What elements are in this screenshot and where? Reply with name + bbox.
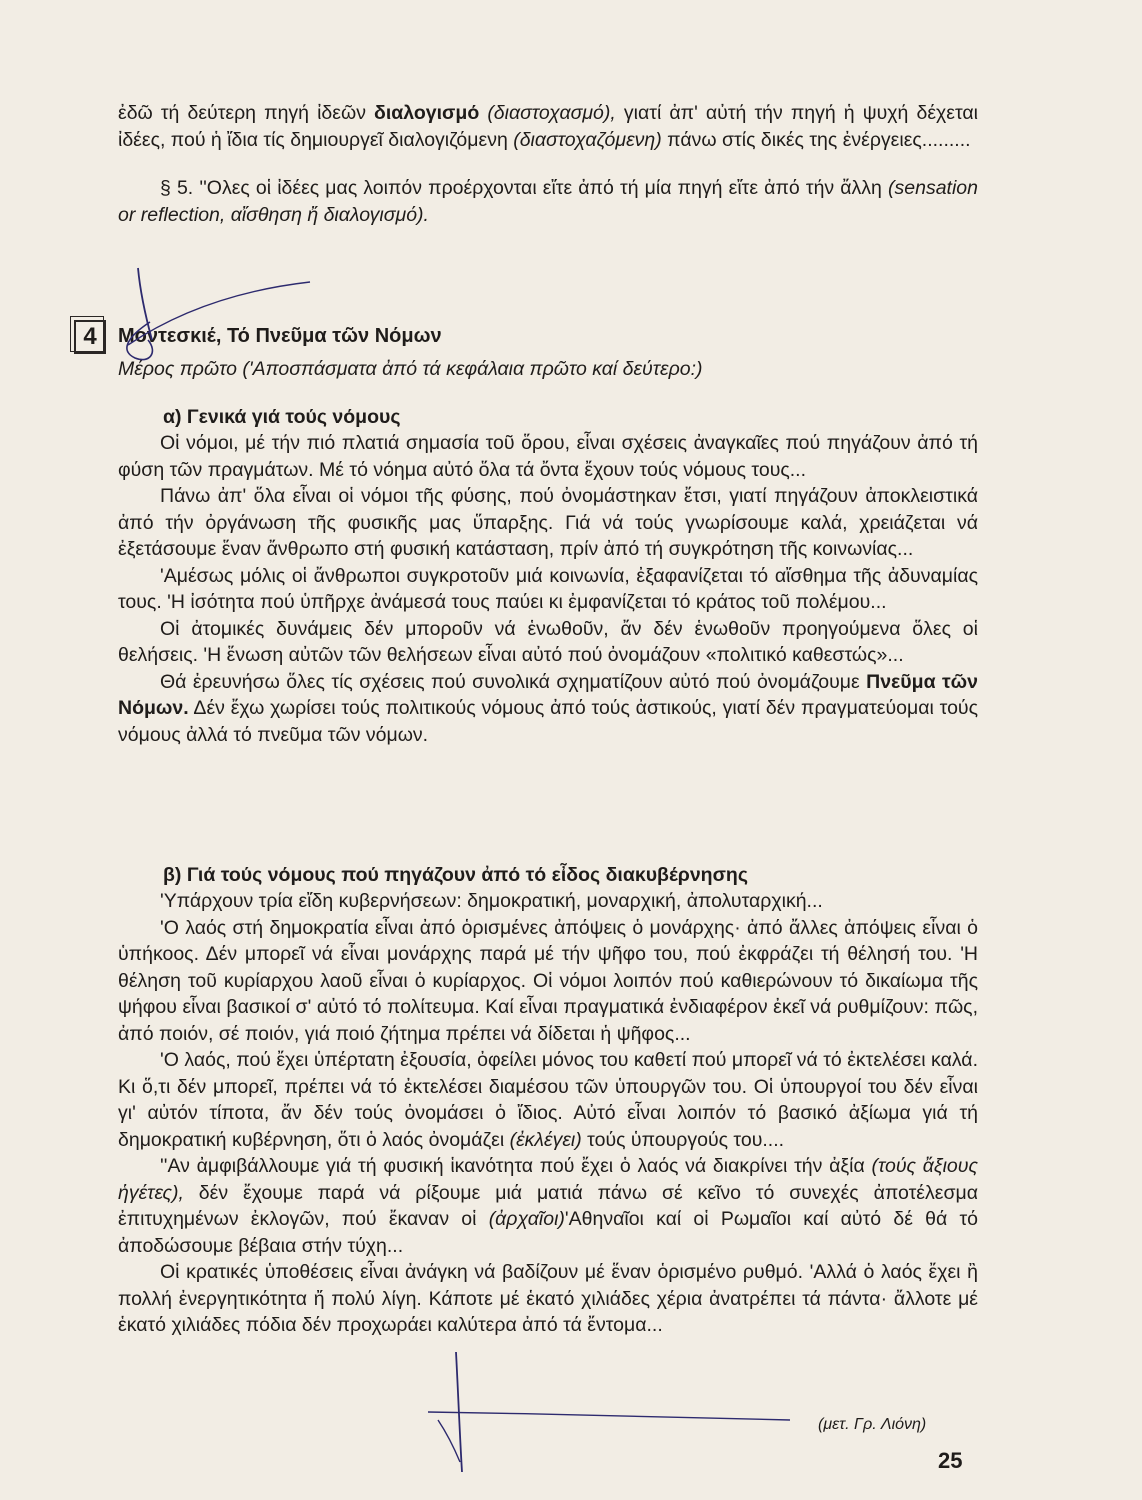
part-a — [118, 404, 978, 748]
paragraph-5: § 5. ''Ολες οἱ ἰδέες μας λοιπόν προέρχονται εἴτε ἀπό τή μία πηγή εἴτε ἀπό τήν ἄλλη (sensation or reflection, αἴσθηση ἤ διαλογισμό). — [118, 177, 978, 226]
part-b — [118, 862, 978, 1339]
pen-stroke-bottom-line — [428, 1412, 790, 1420]
part-b-heading: β) Γιά τούς νόμους πού πηγάζουν ἀπό τό εἶδος διακυβέρνησης — [163, 864, 748, 886]
part-b-paragraph-1: 'Υπάρχουν τρία εἴδη κυβερνήσεων: δημοκρατική, μοναρχική, ἀπολυταρχική... — [160, 890, 823, 912]
section-header — [118, 322, 978, 384]
top-text — [118, 100, 978, 228]
part-b-paragraph-2: 'Ο λαός στή δημοκρατία εἶναι ἀπό ὁρισμένες ἀπόψεις ὁ μονάρχης· ἀπό ἄλλες ἀπόψεις εἶναι ὁ ὑπήκοος. Δέν μπορεῖ νά εἶναι μονάρχης παρά μέ τήν ψῆφο του, πού ἐκφράζει τή θέλησή του. 'Η θέληση τοῦ κυρίαρχου λαοῦ εἶναι ὁ κυρίαρχος. Οἱ νόμοι λοιπόν πού καθιερώνουν τό δικαίωμα τῆς ψήφου εἶναι βασικοί σ' αὐτό τό πολίτευμα. Καί εἶναι πραγματικά ἐνδιαφέρον ἐκεῖ νά ρυθμίζουν: πῶς, ἀπό ποιόν, σέ ποιόν, γιά ποιό ζήτημα πρέπει νά δίδεται ἡ ψῆφος... — [118, 916, 978, 1045]
intro-paragraph: ἐδῶ τή δεύτερη πηγή ἰδεῶν διαλογισμό (διαστοχασμό), γιατί ἀπ' αὐτή τήν πηγή ἡ ψυχή δέχεται ἰδέες, πού ἡ ἴδια τίς δημιουργεῖ διαλογιζόμενη (διαστοχαζόμενη) πάνω στίς δικές της ἐνέργειες......... — [118, 102, 978, 151]
pen-stroke-bottom-vertical — [456, 1352, 462, 1472]
part-a-paragraph-4: Οἱ ἀτομικές δυνάμεις δέν μποροῦν νά ἑνωθοῦν, ἄν δέν ἑνωθοῦν προηγούμενα ὅλες οἱ θελήσεις. 'Η ἕνωση αὐτῶν τῶν θελήσεων εἶναι αὐτό πού ὀνομάζουν «πολιτικό καθεστώς»... — [118, 617, 978, 666]
part-a-paragraph-3: 'Αμέσως μόλις οἱ ἄνθρωποι συγκροτοῦν μιά κοινωνία, ἐξαφανίζεται τό αἴσθημα τῆς ἀδυναμίας τους. 'Η ἰσότητα πού ὑπῆρχε ἀνάμεσά τους παύει κι ἐμφανίζεται τό κράτος τοῦ πολέμου... — [118, 564, 978, 613]
pen-stroke-bottom-tick — [438, 1420, 460, 1462]
part-a-paragraph-1: Οἱ νόμοι, μέ τήν πιό πλατιά σημασία τοῦ ὅρου, εἶναι σχέσεις ἀναγκαῖες πού πηγάζουν ἀπό τή φύση τῶν πραγμάτων. Μέ τό νόημα αὐτό ὅλα τά ὄντα ἔχουν τούς νόμους τους... — [118, 432, 978, 481]
section-number-box: 4 — [74, 320, 106, 354]
part-b-paragraph-3: 'Ο λαός, πού ἔχει ὑπέρτατη ἐξουσία, ὀφείλει μόνος του καθετί πού μπορεῖ νά τό ἐκτελέσει καλά. Κι ὅ,τι δέν μπορεῖ, πρέπει νά τό ἐκτελέσει διαμέσου τῶν ὑπουργῶν του. Οἱ ὑπουργοί του δέν εἶναι γι' αὐτόν τίποτα, ἄν δέν τούς ὀνομάσει ὁ ἴδιος. Αὐτό εἶναι λοιπόν τό βασικό ἀξίωμα γιά τή δημοκρατική κυβέρνηση, ὅτι ὁ λαός ὀνομάζει (ἐκλέγει) τούς ὑπουργούς του.... — [118, 1049, 978, 1151]
part-a-paragraph-5: Θά ἐρευνήσω ὅλες τίς σχέσεις πού συνολικά σχηματίζουν αὐτό πού ὀνομάζουμε Πνεῦμα τῶν Νόμων. Δέν ἔχω χωρίσει τούς πολιτικούς νόμους ἀπό τούς ἀστικούς, γιατί δέν πραγματεύομαι τούς νόμους ἀλλά τό πνεῦμα τῶν νόμων. — [118, 670, 978, 746]
part-b-paragraph-5: Οἱ κρατικές ὑποθέσεις εἶναι ἀνάγκη νά βαδίζουν μέ ἕναν ὁρισμένο ρυθμό. 'Αλλά ὁ λαός ἔχει ἢ πολλή ἐνεργητικότητα ἤ πολύ λίγη. Κάποτε μέ ἑκατό χιλιάδες χέρια ἀνατρέπει τά πάντα· ἄλλοτε μέ ἑκατό χιλιάδες πόδια δέν προχωράει καλύτερα ἀπό τά ἔντομα... — [118, 1261, 978, 1336]
section-title: Μοντεσκιέ, Τό Πνεῦμα τῶν Νόμων — [118, 325, 442, 347]
part-a-heading: α) Γενικά γιά τούς νόμους — [163, 406, 401, 428]
section-subtitle: Μέρος πρῶτο ('Αποσπάσματα ἀπό τά κεφάλαια πρῶτο καί δεύτερο:) — [118, 358, 703, 380]
translator-credit: (μετ. Γρ. Λιόνη) — [818, 1416, 927, 1433]
part-b-paragraph-4: ''Αν ἀμφιβάλλουμε γιά τή φυσική ἱκανότητα πού ἔχει ὁ λαός νά διακρίνει τήν ἀξία (τούς ἄξιους ἡγέτες), δέν ἔχουμε παρά νά ρίξουμε μιά ματιά πάνω σέ κεῖνο τό συνεχές ἀποτέλεσμα ἐπιτυχημένων ἐκλογῶν, πού ἔκαναν οἱ (ἀρχαῖοι)'Αθηναῖοι καί οἱ Ρωμαῖοι καί αὐτό δέ θά τό ἀποδώσουμε βέβαια στήν τύχη... — [118, 1155, 979, 1257]
page-number: 25 — [938, 1448, 963, 1473]
part-a-paragraph-2: Πάνω ἀπ' ὅλα εἶναι οἱ νόμοι τῆς φύσης, πού ὀνομάστηκαν ἔτσι, γιατί πηγάζουν ἀποκλειστικά ἀπό τήν ὀργάνωση τῆς φυσικῆς μας ὕπαρξης. Γιά νά τούς γνωρίσουμε καλά, χρειάζεται νά ἐξετάσουμε ἕναν ἄνθρωπο στή φυσική κατάσταση, πρίν ἀπό τή συγκρότηση τῆς κοινωνίας... — [118, 485, 978, 560]
